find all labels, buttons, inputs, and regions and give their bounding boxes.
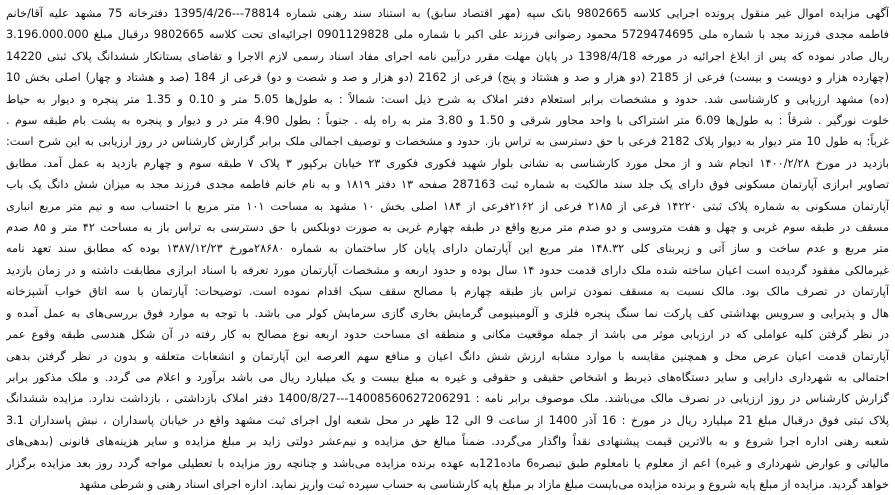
notice-line: مالیاتی و عوارض شهرداری و غیره) اعم از معلوم یا نامعلوم طبق تبصره6 ماده121به عهده برنده مزایده می‌باشد و چنانچه روز مزایده با تعطیلی مواجه گردد روز بعد مزایده برگزار <box>6 456 889 470</box>
notice-line: پلاک ثبتی فوق درقبال مبلغ 21 میلیارد ریال در مورخ : 16 آذر 1400 از ساعت 9 الی 12 ظهر در محل شعبه اول اجرای ثبت مشهد واقع در خیابان پاسداران ، نبش پاسداران 3.1 <box>6 413 889 427</box>
notice-line: در نظر گرفتن کلیه عواملی که در ارزیابی موثر می باشد از جمله موقعیت مکانی و منطقه ای مساحت حدود اربعه نوع مصالح به کار رفته در آن شکل هندسی طبقه وقوع عمر <box>6 328 889 342</box>
notice-line: (ده) مشهد ارزیابی و کارشناسی شد. حدود و مشخصات برابر استعلام دفتر املاک به شرح ذیل است: شمالاً : به طول‌ها 5.05 متر و 0.10 و 1.35 متر پنجره و دیوار به حیاط <box>6 92 889 106</box>
notice-line: ریال صادر نموده که پس از ابلاغ اجرائیه در مورخه 1398/4/18 در پایان مهلت مقرر درآیین نامه اجرای مفاد اسناد رسمی لازم الاجرا و تقاضای بستانکار ششدانگ پلاک ثبتی 14220 <box>6 49 889 63</box>
notice-line: گزارش کارشناس در روز ارزیابی در تصرف مالک می‌باشد. ملک موصوف برابر نامه : 14008560627206291---1400/8/27 دفتر املاک بازداشتی ، بازداشت ندارد. مزایده ششدانگ <box>6 392 889 406</box>
notice-line: متر مربع و عدم ساخت و ساز آتی و زیربنای کلی ۱۴۸.۳۲ متر مربع این آپارتمان دارای پایان کار ساختمان به شماره ۲۸۶۸۰مورخ ۱۳۸۷/۱۲/۲۳ بوده که مطابق سند تعهد نامه <box>6 242 889 256</box>
notice-line: شعبه رهنی اداره اجرا شروع و به بالاترین قیمت پیشنهادی نقداً واگذار می‌گردد. ضمناً مبالغ حق مزایده و نیم‌عشر دولتی زاید بر مبلغ مزایده و سایر هزینه‌های قانونی (بدهی‌های <box>6 435 889 449</box>
notice-line: مسقف در طبقه سوم غربی و چهل و هفت متروسی و دو صدم متر مربع واقع در طبقه چهارم غربی به صورت دوبلکس با حق دسترسی به تراس باز به مساحت ۴۲ متر و ۸۵ صدم <box>6 221 889 235</box>
notice-line: آگهی مزایده اموال غیر منقول پرونده اجرایی کلاسه 9802665 بانک سپه (مهر اقتصاد سابق) به استناد سند رهنی شماره 78814---1395/4/26 دفترخانه 75 مشهد علیه آقا/خانم <box>6 7 889 20</box>
notice-line: فاطمه مجدی فرزند مجد با شماره ملی 5729474695 محمود رضوانی فرزند علی اکبر با شماره ملی 0901129828 اجرائیه‌ای تحت کلاسه 9802665 درقبال مبلغ 3.196.000.000 <box>6 28 889 42</box>
notice-line: احتمالی به شهرداری دارایی و سایر دستگاه‌های ذیربط و اشخاص حقیقی و حقوقی و غیره به مبلغ بیست و یک میلیارد ریال می باشد برآورد و اعلام می گردد. و ملک مذکور برابر <box>6 370 889 384</box>
notice-line: خلوت نورگیر . شرقاً : به طول‌ها 6.09 متر اشتراکی با واحد مجاور شرقی و 1.50 و 3.80 متر به راه پله . جنوباً : بطول 4.90 متر در و دیوار و پنجره به پشت بام طبقه سوم . <box>6 114 889 128</box>
notice-line: بازدید در مورخ ۱۴۰۰/۲/۲۸ انجام شد و از محل مورد کارشناسی به نشانی بلوار شهید فکوری فکوری ۲۳ خیابان برکپور ۳ پلاک ۷ طبقه سوم و چهارم بازدید به عمل آمد. مطابق <box>6 156 889 170</box>
notice-line: (چهارده هزار و دویست و بیست) فرعی از 2185 (دو هزار و صد و هشتاد و پنج) فرعی از 2162 (دو هزار و صد و شصت و دو) فرعی از 184 (صد و هشتاد و چهار) اصلی بخش 10 <box>6 71 889 85</box>
notice-line: تصاویر ابرازی آپارتمان مسکونی فوق دارای یک جلد سند مالکیت به شماره ثبت 287163 صفحه ۱۳ دفتر ۱۸۱۹ و به نام خانم فاطمه مجدی فرزند مجد به میزان شش دانگ یک باب <box>6 178 889 192</box>
notice-line: آپارتمان در تصرف مالک بود. مالک نسبت به مسقف نمودن تراس باز طبقه چهارم با مصالح سقف سبک اقدام نموده است. توضیحات: آپارتمان با سه اتاق خواب آشپزخانه <box>6 285 889 299</box>
notice-line: هال و پذیرایی و سرویس بهداشتی کف پارکت نما سنگ پنجره فلزی و آلومینیومی گرمایش بخاری گازی سرمایش کولر می باشد. با توجه به موارد فوق بررسی‌های به عمل آمده و <box>6 306 889 320</box>
notice-line: خواهد گردید. مزایده از مبلغ پایه شروع و برنده مزایده می‌بایست مبلغ مازاد بر مبلغ پایه کارشناسی به حساب سپرده ثبت واریز نماید. اداره اجرای اسناد رهنی و شرطی مشهد <box>79 477 889 491</box>
notice-line: غرباً: به طول 10 متر دیوار به دیوار پلاک 2182 فرعی با حق دسترسی به تراس باز. حدود و مشخصات و توصیف اجمالی ملک برابر گزارش کارشناس در روز ارزیابی به این شرح است: <box>6 135 889 149</box>
notice-line: غیرمالکی مفقود گردیده است اعیان ساخته شده ملک دارای قدمت حدود ۱۴ سال بوده و حدود اربعه و مشخصات آپارتمان مورد تعرفه با اسناد ابرازی مطابقت داشته و در زمان بازدید <box>6 263 889 277</box>
notice-line: آپارتمان مسکونی به شماره پلاک ثبتی ۱۴۲۲۰ فرعی از ۲۱۸۵ فرعی از ۲۱۶۲فرعی از ۱۸۴ اصلی بخش ۱۰ مشهد به مساحت ۱۰۱ متر مربع با احتساب سه و نیم متر مربع انباری <box>6 199 889 213</box>
notice-line: آپارتمان قدمت اعیان عرض محل و همچنین مقایسه با موارد مشابه ارزش شش دانگ اعیان و منافع سهم العرصه این آپارتمان و انشعابات متعلقه و بدون در نظر گرفتن بدهی <box>6 349 889 363</box>
